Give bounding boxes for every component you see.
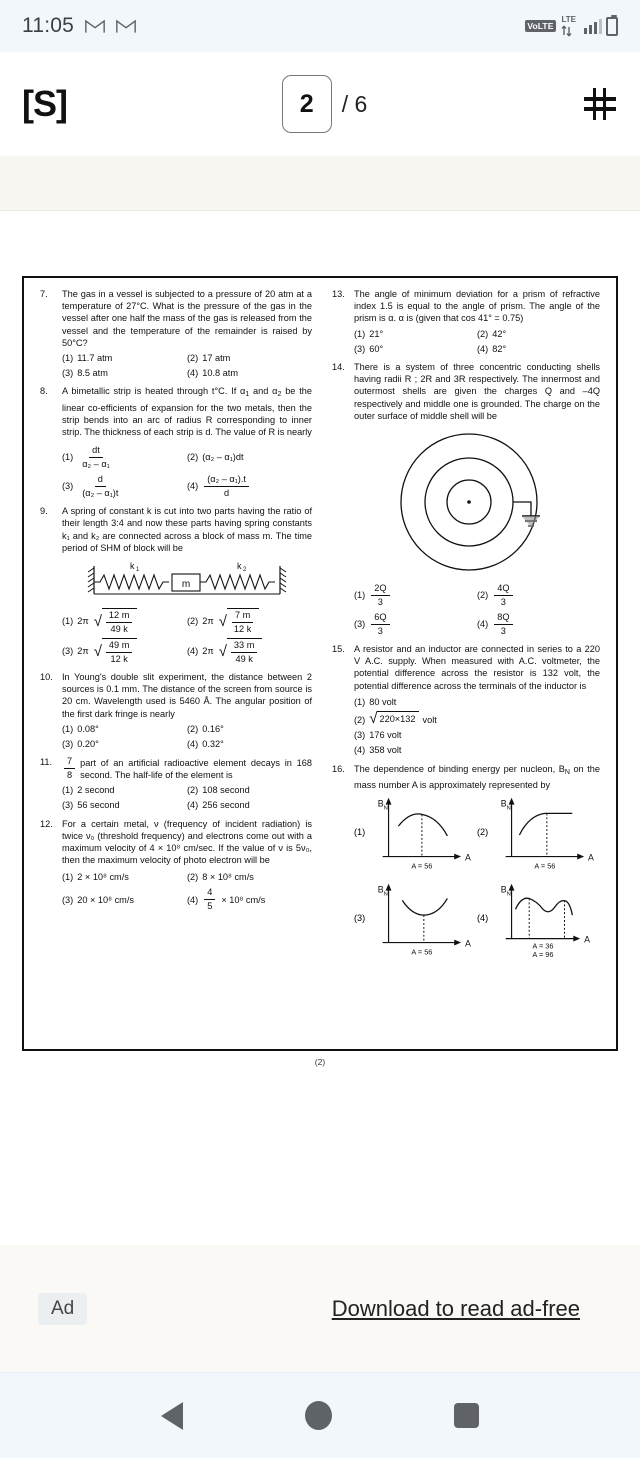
question-number: 15. [332, 644, 345, 655]
option-1[interactable]: (1) 80 volt [354, 696, 397, 707]
question-8 [40, 385, 312, 502]
fraction: $\frac{8Q}{3}$ [494, 612, 512, 637]
svg-text:N: N [383, 891, 389, 898]
question-9 [40, 505, 312, 668]
y-axis-label: B [501, 798, 507, 809]
question-15 [332, 643, 600, 760]
x-axis-label: A [465, 938, 472, 949]
page-navigator [282, 75, 368, 133]
svg-text:2: 2 [243, 567, 247, 574]
status-clock: 11:05 [22, 14, 74, 37]
question-number: 16. [332, 763, 345, 774]
app-logo[interactable]: [S] [22, 83, 67, 124]
x-axis-label: A [584, 934, 591, 945]
page-total-label: / 6 [341, 90, 368, 117]
graph-option-list [354, 793, 600, 961]
option-list [62, 871, 312, 915]
x-axis-label: A [465, 852, 472, 863]
option-3[interactable]: (3) 0.20° [62, 739, 99, 750]
question-number: 11. [40, 757, 53, 768]
y-axis-label: B [378, 798, 384, 809]
fraction: $\frac{4}{5}$ [204, 887, 215, 912]
option-4[interactable]: (4) $\frac{\text{(α₂ – α₁).t}}{d}$ [187, 473, 312, 499]
question-16 [332, 763, 600, 961]
x-tick-label: A = 56 [534, 861, 556, 871]
spring-mass-diagram [62, 558, 312, 602]
option-2[interactable]: (2) $\frac{4Q}{3}$ [477, 582, 600, 608]
option-1[interactable]: (1) 21° [354, 328, 384, 339]
option-3[interactable]: (3) 2π √ $\frac{49 m}{12 k}$ [62, 638, 187, 665]
option-4[interactable]: (4) 256 second [187, 800, 250, 811]
option-2[interactable]: (2) 108 second [187, 785, 250, 796]
svg-text:1: 1 [136, 567, 140, 574]
question-text: A resistor and an inductor are connected in series to a 220 V A.C. supply. When measured with A.C. voltmeter, the potential difference across the resistor is 132 volt, the potential difference across the terminals of the inductor is [354, 644, 600, 691]
page-column-right [320, 288, 608, 1030]
option-list [62, 608, 312, 668]
question-number: 12. [40, 818, 53, 829]
question-text: The dependence of binding energy per nucleon, $B_N$ on the mass number A is approximately represented by [354, 763, 600, 790]
question-text: For a certain metal, ν (frequency of incident radiation) is twice ν₀ (threshold frequency) and electrons come out with a maximum velocity of 4 × 10⁸ cm/sec. If the value of ν is 5ν₀, then the maximum velocity of photo electron will be [62, 818, 312, 866]
question-13 [332, 288, 600, 358]
fraction: $\frac{d}{\text{(α₂ – α₁)t}}$ [82, 473, 119, 498]
fraction: $\frac{6Q}{3}$ [371, 612, 389, 637]
option-3[interactable]: (3) 8.5 atm [62, 368, 108, 379]
question-text: A bimetallic strip is heated through t°C. If $\alpha_1$ and $\alpha_2$ be the linear co-efficients of expansion for the two metals, then the strip bends into an arc of radius R corresponding to inner strip. The thickness of each strip is d. The value of R is nearly [62, 386, 312, 438]
fit-to-width-icon[interactable] [582, 86, 618, 122]
option-2[interactable]: (2) 2π √ $\frac{7 m}{12 k}$ [187, 608, 312, 635]
bn-vs-a-chart-4 [490, 879, 600, 961]
fraction: $\frac{2Q}{3}$ [371, 583, 389, 608]
option-list [62, 444, 312, 502]
x-axis-label: A [588, 852, 595, 863]
download-ad-free-link[interactable]: Download to read ad-free [331, 1295, 580, 1321]
option-4[interactable]: (4) 2π √ $\frac{33 m}{49 k}$ [187, 638, 312, 665]
y-axis-label: B [378, 884, 384, 895]
option-2[interactable]: (2) √ 220×132 volt [354, 710, 437, 728]
question-number: 14. [332, 362, 345, 373]
question-text: The gas in a vessel is subjected to a pressure of 20 atm at a temperature of 27°C. What is the pressure of the gas in the vessel after one half the mass of the gas is released from the vessel and the temperature of the remainder is raised by 50°C? [62, 289, 312, 348]
graph-option-3[interactable]: (3) B N A A = 56 [354, 879, 477, 961]
x-tick-label: A = 56 [411, 947, 433, 957]
option-3[interactable]: (3) 56 second [62, 800, 120, 811]
option-1[interactable]: (1) 11.7 atm [62, 353, 113, 364]
option-1[interactable]: (1) 2π √ $\frac{12 m}{49 k}$ [62, 608, 187, 635]
page-number-input[interactable]: 2 [282, 75, 332, 133]
question-text: In Young's double slit experiment, the distance between 2 sources is 0.1 mm. The distance of the screen from source is 20 cm. Wavelength used is 5460 Å. The angular position of the first dark fringe is nearly [62, 672, 312, 719]
ground-symbol [522, 516, 540, 527]
option-1[interactable]: (1) 2 second [62, 785, 115, 796]
svg-text:N: N [383, 805, 389, 812]
mass-label: m [181, 579, 191, 591]
android-navigation-bar [0, 1373, 640, 1458]
option-2[interactable]: (2) (α₂ – α₁)dt [187, 452, 244, 463]
question-number: 8. [40, 386, 48, 397]
option-4[interactable]: (4) $\frac{8Q}{3}$ [477, 611, 600, 637]
option-4[interactable]: (4) $\frac{4}{5}$ × 10⁸ cm/s [187, 887, 266, 912]
option-3[interactable]: (3) $\frac{d}{\text{(α₂ – α₁)t}}$ [62, 473, 187, 499]
option-1[interactable]: (1) 0.08° [62, 723, 99, 734]
option-list [354, 696, 600, 757]
fraction: $\frac{4Q}{3}$ [494, 583, 512, 608]
question-text: A spring of constant k is cut into two parts having the ratio of their length 3:4 and now these parts having spring constants k₁ and k₂ are connected across a block of mass m. The time period of SHM of block will be [62, 506, 312, 553]
option-4[interactable]: (4) 82° [477, 343, 507, 354]
question-10 [40, 671, 312, 753]
option-list [62, 723, 312, 753]
gmail-icon [116, 18, 136, 34]
option-3[interactable]: (3) 20 × 10⁸ cm/s [62, 894, 134, 905]
option-2[interactable]: (2) 17 atm [187, 353, 231, 364]
document-page [22, 276, 618, 1051]
x-tick-label: A = 56 [411, 861, 433, 871]
bn-vs-a-chart-1 [367, 793, 477, 875]
question-text: The angle of minimum deviation for a prism of refractive index 1.5 is equal to the angle of prism. The angle of the prism is α. α is (given that cos 41° = 0.75) [354, 289, 600, 324]
concentric-shells-diagram [354, 426, 600, 578]
question-11 [40, 756, 312, 814]
option-list [62, 352, 312, 382]
battery-icon [606, 17, 618, 36]
fraction: $\frac{7}{8}$ [64, 756, 75, 781]
option-2[interactable]: (2) 42° [477, 328, 507, 339]
status-bar-left [22, 14, 136, 38]
signal-strength-icon [584, 18, 603, 34]
page-column-left [32, 288, 320, 1030]
option-1[interactable]: (1) 2 × 10⁸ cm/s [62, 872, 129, 883]
option-2[interactable]: (2) 0.16° [187, 723, 224, 734]
fraction: $\frac{\text{(α₂ – α₁).t}}{d}$ [204, 474, 249, 499]
graph-option-1[interactable]: (1) B N A A = 56 [354, 793, 477, 875]
home-icon[interactable] [305, 1401, 332, 1430]
gmail-icon [85, 18, 105, 34]
option-list [62, 784, 312, 814]
question-text: $\frac{7}{8}$ part of an artificial radioactive element decays in 168 second. The half-life of the element is [62, 756, 312, 781]
option-list [354, 582, 600, 640]
question-text: There is a system of three concentric conducting shells having radii R ; 2R and 3R respectively. The innermost and outermost shells are given the charges Q and –4Q respectively and middle one is grounded. The charge on the outer surface of middle shell will be [354, 362, 600, 421]
fraction: $\frac{dt}{\text{α₂ – α₁}}$ [82, 444, 110, 469]
document-viewport[interactable] [0, 211, 640, 1156]
graph-option-4[interactable]: (4) B N A A = 36 A = 96 [477, 879, 600, 961]
x-tick-label-2: A = 96 [532, 950, 554, 960]
volte-icon: VoLTE [527, 21, 554, 31]
k2-label: k [237, 561, 242, 572]
toolbar-divider-band [0, 156, 640, 211]
ad-label: Ad [38, 1293, 87, 1325]
page-footer-number: (2) [314, 1057, 326, 1067]
question-number: 9. [40, 506, 48, 517]
svg-text:N: N [506, 891, 512, 898]
option-3[interactable]: (3) 60° [354, 343, 384, 354]
recents-icon[interactable] [454, 1403, 479, 1428]
option-3[interactable]: (3) 176 volt [354, 730, 402, 741]
y-axis-label: B [501, 884, 507, 895]
option-3[interactable]: (3) $\frac{6Q}{3}$ [354, 611, 477, 637]
question-12 [40, 818, 312, 916]
lte-icon: LTE [560, 16, 580, 36]
option-4[interactable]: (4) 358 volt [354, 745, 402, 756]
k1-label: k [130, 561, 135, 572]
bn-vs-a-chart-2 [490, 793, 600, 875]
graph-option-2[interactable]: (2) B N A A = 56 [477, 793, 600, 875]
ad-bar [0, 1245, 640, 1373]
back-icon[interactable] [161, 1402, 183, 1430]
svg-text:N: N [506, 805, 512, 812]
x-tick-label: A = 36 [532, 941, 554, 951]
question-number: 7. [40, 289, 48, 299]
question-14 [332, 361, 600, 640]
option-1[interactable]: (1) $\frac{dt}{\text{α₂ – α₁}}$ [62, 444, 187, 470]
option-1[interactable]: (1) $\frac{2Q}{3}$ [354, 582, 477, 608]
option-list [354, 328, 600, 358]
question-number: 13. [332, 289, 345, 299]
status-bar [0, 0, 640, 52]
question-7 [40, 288, 312, 382]
option-2[interactable]: (2) 8 × 10⁸ cm/s [187, 872, 254, 883]
option-4[interactable]: (4) 10.8 atm [187, 368, 238, 379]
status-bar-right [525, 16, 618, 36]
question-number: 10. [40, 672, 53, 683]
bn-vs-a-chart-3 [367, 879, 477, 961]
option-4[interactable]: (4) 0.32° [187, 739, 224, 750]
pdf-toolbar [0, 52, 640, 156]
